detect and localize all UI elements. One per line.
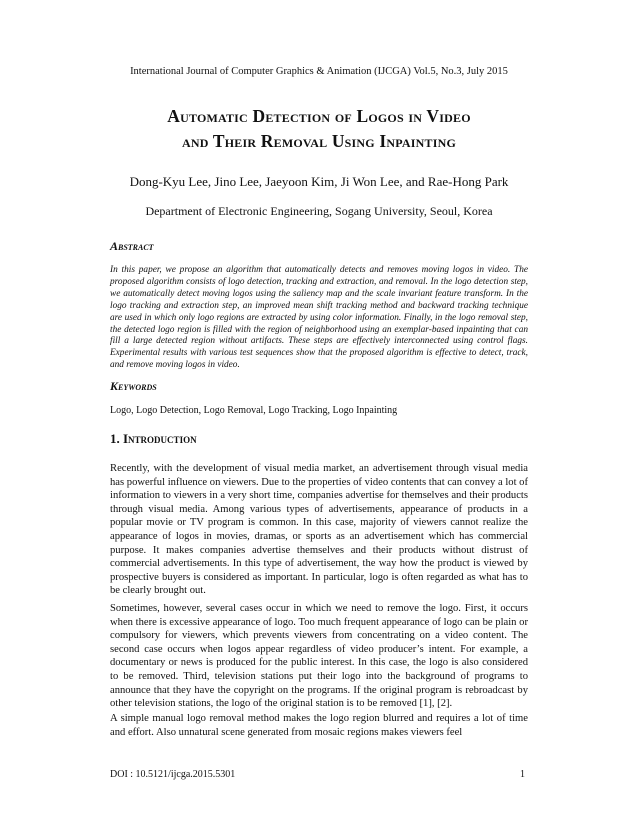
journal-header: International Journal of Computer Graphics & Animation (IJCGA) Vol.5, No.3, July 2015 (130, 66, 508, 77)
abstract-text: In this paper, we propose an algorithm that automatically detects and removes moving logos in video. The proposed algorithm consists of logo detection, tracking and extraction, and removal. In the logo detection step, we automatically detect moving logos using the saliency map and the scale invariant feature transform. In the logo tracking and extraction step, an improved mean shift tracking method and backward tracking technique are used in which only logo regions are extracted by using color information. Finally, in the logo removal step, the detected logo region is filled with the region of neighborhood using an exemplar-based inpainting that can fill a large detected region without artifacts. These steps are effectively interconnected using control flags. Experimental results with various test sequences show that the proposed algorithm is effective to detect, track, and remove moving logos in video. (110, 265, 528, 371)
body-paragraph: Sometimes, however, several cases occur in which we need to remove the logo. First, it occurs when there is excessive appearance of logo. Too much frequent appearance of logo can be plain or compulsory for viewers, which prevents viewers from concentrating on a video content. The second case occurs when logos appear regardless of video producer’s intent. For example, a documentary or news is produced for the public interest. In this case, the logo is also considered to be removed. Third, television stations put their logo into the background of programs to announce that they have the copyright on the programs. If the original program is rebroadcast by other television stations, the logo of the original station is to be removed [1], [2]. (110, 603, 528, 710)
abstract-heading: Abstract (110, 239, 154, 253)
body-paragraph: Recently, with the development of visual media market, an advertisement through visual media has powerful influence on viewers. Due to the properties of video contents that can convey a lot of information to viewers in a very short time, companies advertise for themselves and their products through visual media. Among various types of advertisements, appearance of products in a popular movie or TV program is common. In this case, majority of viewers cannot realize the appearance of logos in movies, dramas, or sports as an advertisement which has commercial purpose. It makes companies advertise themselves and their products without distrust of commercial advertisements. In this type of advertisement, the way how the product is viewed by prospective buyers is considered as important. In particular, logo is often regarded as what has to be clearly brought out. (110, 463, 528, 597)
introduction-heading: 1. Introduction (110, 431, 197, 446)
title-line-1: Automatic Detection of Logos in Video (167, 106, 471, 126)
paper-title (100, 104, 538, 154)
keywords-heading: Keywords (110, 379, 157, 393)
affiliation: Department of Electronic Engineering, Sogang University, Seoul, Korea (145, 204, 493, 218)
author-list: Dong-Kyu Lee, Jino Lee, Jaeyoon Kim, Ji Won Lee, and Rae-Hong Park (129, 174, 509, 189)
body-paragraph: A simple manual logo removal method makes the logo region blurred and requires a lot of time and effort. Also unnatural scene generated from mosaic regions makes viewers feel (110, 713, 528, 738)
keywords-text: Logo, Logo Detection, Logo Removal, Logo Tracking, Logo Inpainting (110, 405, 398, 416)
doi-footer: DOI : 10.5121/ijcga.2015.5301 (110, 769, 236, 780)
page-number: 1 (520, 769, 525, 780)
title-line-2: and Their Removal Using Inpainting (182, 131, 456, 151)
